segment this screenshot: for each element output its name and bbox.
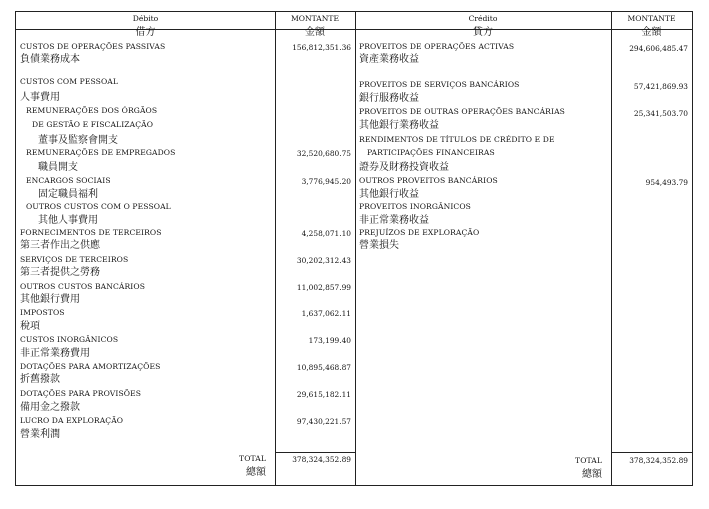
debit-row-amount: 10,895,468.87 [296, 363, 351, 372]
debit-row-label: 人事費用 [20, 92, 60, 103]
credit-row-label: PARTICIPAÇÕES FINANCEIRAS [367, 148, 495, 157]
debit-row-label: CUSTOS DE OPERAÇÕES PASSIVAS [20, 42, 166, 51]
credit-row-label: OUTROS PROVEITOS BANCÁRIOS [359, 176, 498, 185]
debit-header-pt: Débito [132, 14, 159, 23]
credit-row-label: 非正常業務收益 [359, 215, 429, 226]
debit-row-label: 負債業務成本 [20, 54, 80, 65]
debit-row-amount: 4,258,071.10 [301, 229, 351, 238]
debit-row-amount: 156,812,351.36 [292, 43, 351, 52]
debit-row-label: LUCRO DA EXPLORAÇÃO [20, 416, 124, 425]
credit-row-amount: 294,606,485.47 [629, 44, 688, 53]
debit-row-amount: 29,615,182.11 [296, 390, 351, 399]
credit-row-label: PROVEITOS DE OPERAÇÕES ACTIVAS [359, 42, 515, 51]
credit-row-label: 營業損失 [359, 240, 399, 251]
column-divider [355, 12, 356, 485]
credit-total-label: TOTAL [575, 456, 602, 465]
debit-row-label: REMUNERAÇÕES DE EMPREGADOS [26, 148, 176, 157]
debit-row-label: DOTAÇÕES PARA AMORTIZAÇÕES [20, 362, 161, 371]
debit-row-amount: 30,202,312.43 [296, 256, 351, 265]
debit-row-label: 職員開支 [38, 162, 78, 173]
debit-row-label: 固定職員福利 [38, 189, 98, 200]
debit-row-label: ENCARGOS SOCIAIS [26, 176, 111, 185]
debit-row-label: 其他人事費用 [38, 215, 98, 226]
debit-total-label: TOTAL [239, 454, 266, 463]
debit-row-label: 第三者作出之供應 [20, 240, 100, 251]
credit-row-label: PROVEITOS DE SERVIÇOS BANCÁRIOS [359, 80, 520, 89]
debit-row-amount: 1,637,062.11 [301, 309, 351, 318]
credit-row-label: 其他銀行收益 [359, 189, 419, 200]
debit-row-amount: 97,430,221.57 [296, 417, 351, 426]
debit-row-label: DE GESTÃO E FISCALIZAÇÃO [32, 120, 154, 129]
debit-amount-header-zh: 金額 [305, 27, 325, 38]
debit-total-amount: 378,324,352.89 [292, 455, 351, 464]
debit-row-label: 稅項 [20, 321, 40, 332]
profit-loss-table [15, 11, 693, 486]
debit-total-label-zh: 總額 [246, 467, 266, 478]
credit-total-amount: 378,324,352.89 [629, 456, 688, 465]
credit-row-label: PREJUÍZOS DE EXPLORAÇÃO [359, 228, 480, 237]
debit-row-amount: 173,199.40 [308, 336, 351, 345]
credit-row-amount: 25,341,503.70 [633, 109, 688, 118]
credit-row-label: 銀行服務收益 [359, 93, 419, 104]
debit-row-label: CUSTOS INORGÂNICOS [20, 335, 119, 344]
debit-row-amount: 3,776,945.20 [301, 177, 351, 186]
debit-row-amount: 32,520,680.75 [296, 149, 351, 158]
debit-row-label: 備用金之撥款 [20, 402, 80, 413]
total-rule [275, 452, 355, 453]
debit-row-label: CUSTOS COM PESSOAL [20, 77, 119, 86]
debit-row-label: 折舊撥款 [20, 374, 60, 385]
debit-row-label: REMUNERAÇÕES DOS ÓRGÃOS [26, 106, 158, 115]
debit-row-label: SERVIÇOS DE TERCEIROS [20, 255, 129, 264]
credit-row-label: PROVEITOS DE OUTRAS OPERAÇÕES BANCÁRIAS [359, 107, 565, 116]
credit-row-label: 證券及財務投資收益 [359, 162, 449, 173]
debit-row-label: 第三者提供之勞務 [20, 267, 100, 278]
debit-row-label: 非正常業務費用 [20, 348, 90, 359]
debit-amount-header-pt: MONTANTE [290, 14, 340, 23]
debit-row-label: OUTROS CUSTOS COM O PESSOAL [26, 202, 171, 211]
credit-header-zh: 貸方 [473, 27, 493, 38]
debit-row-label: OUTROS CUSTOS BANCÁRIOS [20, 282, 146, 291]
credit-total-label-zh: 總額 [582, 469, 602, 480]
credit-row-amount: 57,421,869.93 [633, 82, 688, 91]
debit-row-label: 董事及監察會開支 [38, 135, 118, 146]
total-rule [611, 452, 692, 453]
debit-header-zh: 借方 [135, 27, 156, 38]
credit-row-amount: 954,493.79 [645, 178, 688, 187]
column-divider [275, 12, 276, 485]
credit-header-pt: Crédito [468, 14, 498, 23]
debit-row-label: FORNECIMENTOS DE TERCEIROS [20, 228, 162, 237]
credit-amount-header-pt: MONTANTE [627, 14, 676, 23]
credit-amount-header-zh: 金額 [641, 27, 662, 38]
credit-row-label: 資產業務收益 [359, 54, 419, 65]
debit-row-label: 營業利潤 [20, 429, 60, 440]
debit-row-label: DOTAÇÕES PARA PROVISÕES [20, 389, 142, 398]
credit-row-label: 其他銀行業務收益 [359, 120, 439, 131]
credit-row-label: PROVEITOS INORGÂNICOS [359, 202, 471, 211]
debit-row-label: 其他銀行費用 [20, 294, 80, 305]
credit-row-label: RENDIMENTOS DE TÍTULOS DE CRÉDITO E DE [359, 135, 555, 144]
debit-row-label: IMPOSTOS [20, 308, 65, 317]
debit-row-amount: 11,002,857.99 [296, 283, 351, 292]
